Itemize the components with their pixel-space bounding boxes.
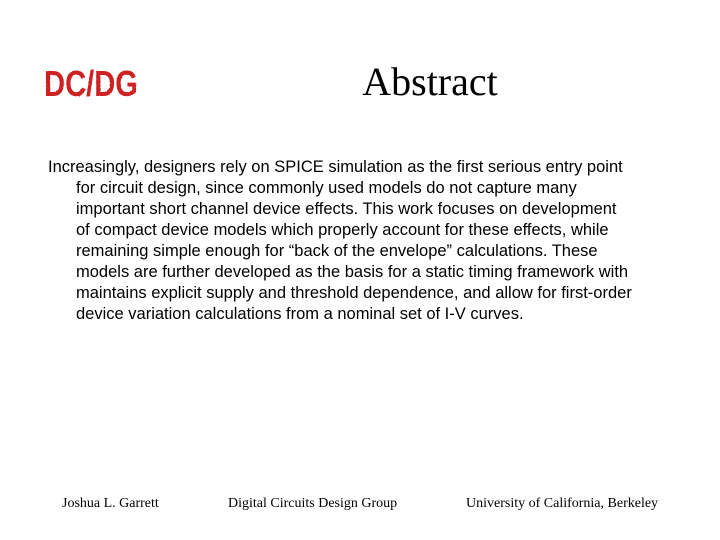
abstract-line: of compact device models which properly account for these effects, while [76, 221, 609, 239]
abstract-line: for circuit design, since commonly used models do not capture many [76, 179, 577, 197]
abstract-line: important short channel device effects. This work focuses on development [76, 200, 617, 218]
abstract-line: models are further developed as the basis for a static timing framework with [76, 263, 629, 281]
dcdg-logo-icon [44, 62, 140, 102]
abstract-text [48, 157, 688, 325]
abstract-line: maintains explicit supply and threshold dependence, and allow for first-order [76, 284, 632, 302]
footer-institution: University of California, Berkeley [466, 496, 659, 511]
abstract-line: remaining simple enough for “back of the envelope” calculations. These [76, 242, 598, 260]
dcdg-logo [44, 62, 140, 107]
logo-text: DC/DG [44, 63, 138, 104]
footer-author: Joshua L. Garrett [62, 496, 159, 511]
abstract-line: Increasingly, designers rely on SPICE simulation as the first serious entry point [48, 158, 623, 176]
slide-title: Abstract [362, 59, 498, 104]
abstract-line: device variation calculations from a nominal set of I-V curves. [76, 305, 524, 323]
footer-group: Digital Circuits Design Group [228, 496, 398, 511]
